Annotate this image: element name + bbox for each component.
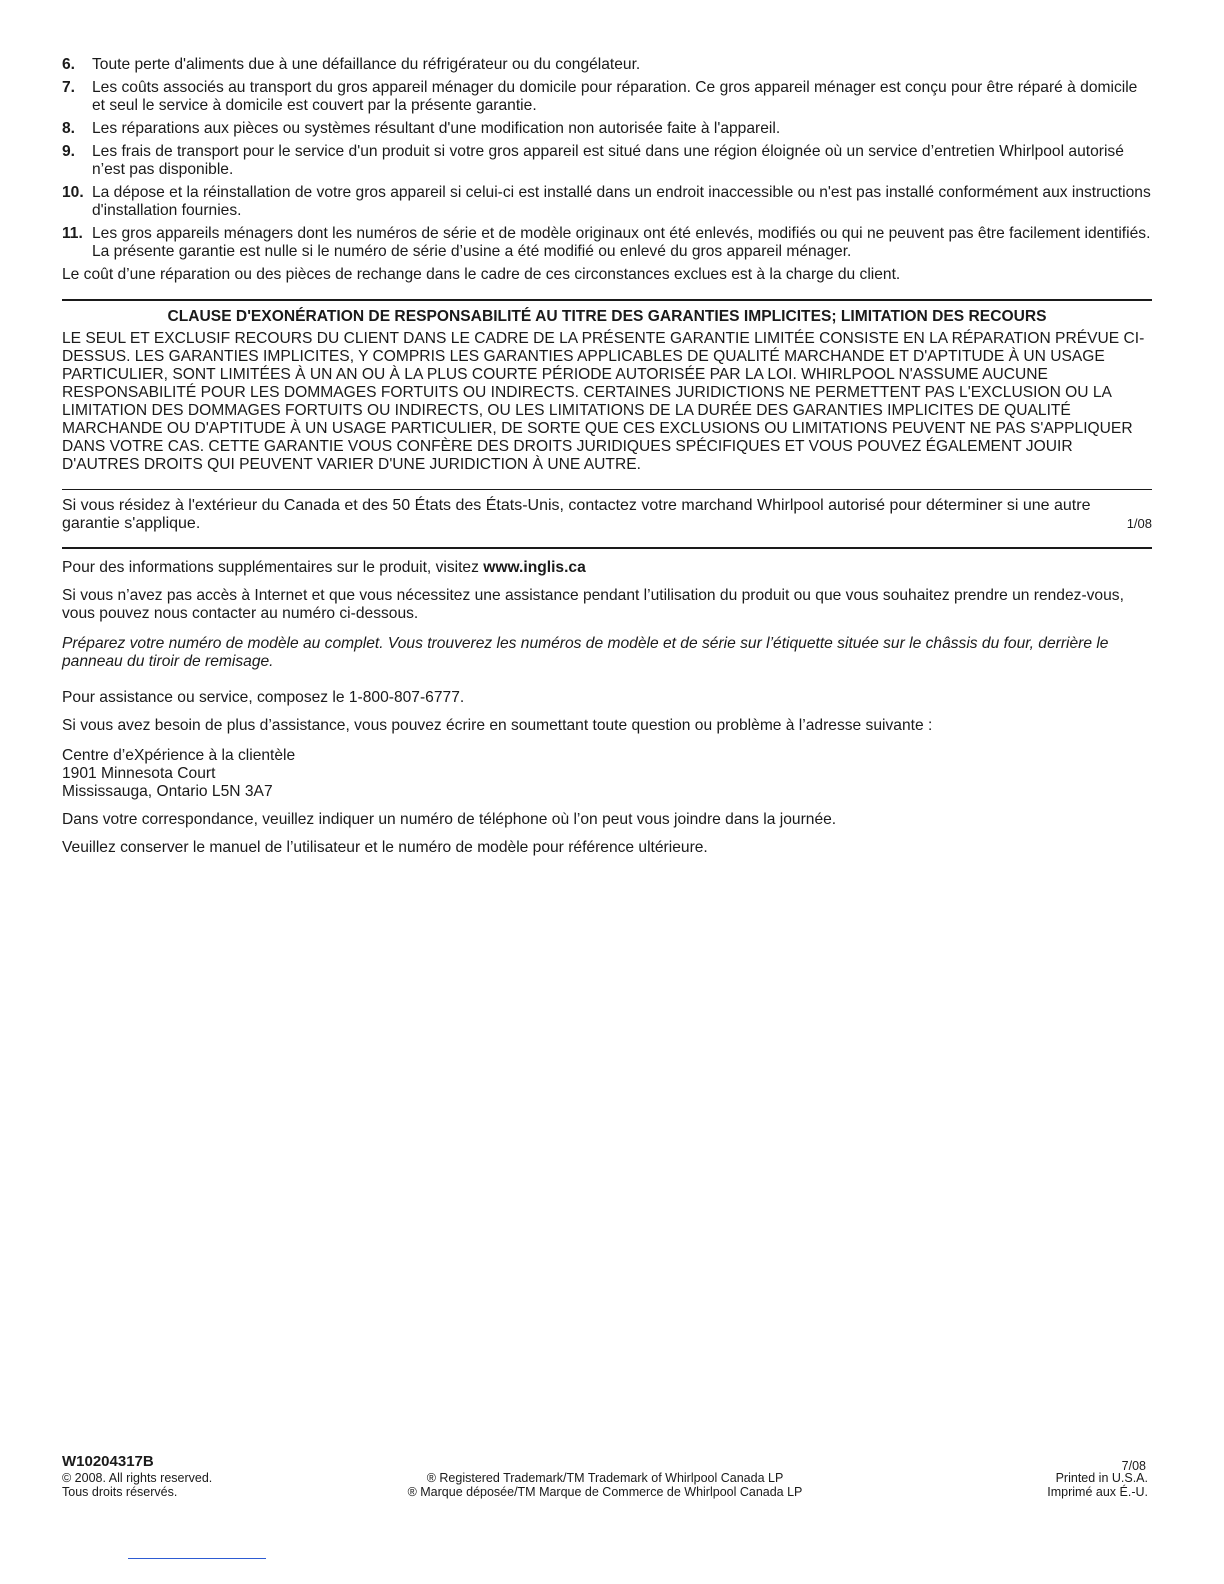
copyright: © 2008. All rights reserved. <box>62 1471 213 1485</box>
keep-manual-note: Veuillez conserver le manuel de l’utilisateur et le numéro de modèle pour référence ultérieure. <box>62 839 708 856</box>
footer-row <box>62 1471 1148 1485</box>
outside-canada-text: Si vous résidez à l'extérieur du Canada et des 50 États des États-Unis, contactez votre marchand Whirlpool autorisé pour déterminer si une autre garantie s'applique. <box>62 497 1091 532</box>
warranty-page <box>62 56 1152 857</box>
address-line: Centre d’eXpérience à la clientèle <box>62 747 296 764</box>
print-date: 7/08 <box>1121 1459 1146 1473</box>
internet-note: Si vous n’avez pas accès à Internet et que vous nécessitez une assistance pendant l’utilisation du produit ou que vous souhaitez prendre un rendez-vous, vous pouvez nous contacter au numéro ci-dessous. <box>62 587 1124 622</box>
phone-line: Pour assistance ou service, composez le 1-800-807-6777. <box>62 689 465 706</box>
clause-title: CLAUSE D'EXONÉRATION DE RESPONSABILITÉ AU TITRE DES GARANTIES IMPLICITES; LIMITATION DES RECOURS <box>167 308 1047 325</box>
list-item: 8. Les réparations aux pièces ou systèmes résultant d'une modification non autorisée faite à l'appareil. <box>62 120 781 137</box>
address-line: Mississauga, Ontario L5N 3A7 <box>62 783 273 800</box>
write-note: Si vous avez besoin de plus d’assistance, vous pouvez écrire en soumettant toute question ou problème à l’adresse suivante : <box>62 717 933 734</box>
rights-fr: Tous droits réservés. <box>62 1485 178 1499</box>
list-item: 10. La dépose et la réinstallation de votre gros appareil si celui-ci est installé dans un endroit inaccessible ou n'est pas installé conformément aux instructions d'installation fournies. <box>62 184 1151 219</box>
printed-in-fr: Imprimé aux É.-U. <box>1047 1485 1148 1499</box>
website-link[interactable]: www.inglis.ca <box>483 559 586 576</box>
cost-note: Le coût d’une réparation ou des pièces de rechange dans le cadre de ces circonstances exclues est à la charge du client. <box>62 266 901 283</box>
list-item: 9. Les frais de transport pour le service d'un produit si votre gros appareil est situé dans une région éloignée où un service d’entretien Whirlpool autorisé n’est pas disponible. <box>62 143 1124 178</box>
part-number: W10204317B <box>62 1453 154 1470</box>
clause-body: LE SEUL ET EXCLUSIF RECOURS DU CLIENT DANS LE CADRE DE LA PRÉSENTE GARANTIE LIMITÉE CONSISTE EN LA RÉPARATION PRÉVUE CI-DESSUS. LES GARANTIES IMPLICITES, Y COMPRIS LES GARANTIES APPLICABLES DE QUALITÉ MARCHANDE ET D'APTITUDE À UN USAGE PARTICULIER, SONT LIMITÉES À UN AN OU À LA PLUS COURTE PÉRIODE AUTORISÉE PAR LA LOI. WHIRLPOOL N'ASSUME AUCUNE RESPONSABILITÉ POUR LES DOMMAGES FORTUITS OU INDIRECTS. CERTAINES JURIDICTIONS NE PERMETTENT PAS L'EXCLUSION OU LA LIMITATION DES DOMMAGES FORTUITS OU INDIRECTS, OU LES LIMITATIONS DE LA DURÉE DES GARANTIES IMPLICITES DE QUALITÉ MARCHANDE OU D'APTITUDE À UN USAGE PARTICULIER, DE SORTE QUE CES EXCLUSIONS OU LIMITATIONS PEUVENT NE PAS S'APPLIQUER DANS VOTRE CAS. CETTE GARANTIE VOUS CONFÈRE DES DROITS JURIDIQUES SPÉCIFIQUES ET VOUS POUVEZ ÉGALEMENT JOUIR D'AUTRES DROITS QUI PEUVENT VARIER D'UNE JURIDICTION À UNE AUTRE. <box>62 330 1145 473</box>
revision-ref: 1/08 <box>1126 516 1152 531</box>
page-footer <box>62 1453 1148 1499</box>
exclusions-list <box>62 56 1152 261</box>
list-item: 6. Toute perte d'aliments due à une défaillance du réfrigérateur ou du congélateur. <box>62 56 641 73</box>
list-item: 11. Les gros appareils ménagers dont les numéros de série et de modèle originaux ont été enlevés, modifiés ou qui ne peuvent pas être facilement identifiés. La présente garantie est nulle si le numéro de série d’usine a été modifié ou enlevé du gros appareil ménager. <box>62 225 1151 260</box>
divider <box>62 547 1152 549</box>
list-item: 7. Les coûts associés au transport du gros appareil ménager du domicile pour réparation. Ce gros appareil ménager est conçu pour être réparé à domicile et seul le service à domicile est couvert par la présente garantie. <box>62 79 1138 114</box>
divider <box>62 299 1152 301</box>
info-line: Pour des informations supplémentaires sur le produit, visitez www.inglis.ca <box>62 559 586 576</box>
outside-canada-note <box>62 497 1152 533</box>
trademark-fr: ® Marque déposée/TM Marque de Commerce de Whirlpool Canada LP <box>407 1485 803 1499</box>
address-block <box>62 747 1152 801</box>
printed-in-en: Printed in U.S.A. <box>1055 1471 1148 1485</box>
footer-row <box>62 1485 1148 1499</box>
divider <box>62 489 1152 490</box>
decorative-line <box>128 1558 266 1559</box>
address-line: 1901 Minnesota Court <box>62 765 216 782</box>
correspondence-note: Dans votre correspondance, veuillez indiquer un numéro de téléphone où l’on peut vous joindre dans la journée. <box>62 811 837 828</box>
prepare-note: Préparez votre numéro de modèle au complet. Vous trouverez les numéros de modèle et de série sur l’étiquette située sur le châssis du four, derrière le panneau du tiroir de remisage. <box>62 635 1109 670</box>
trademark-en: ® Registered Trademark/TM Trademark of Whirlpool Canada LP <box>426 1471 784 1485</box>
